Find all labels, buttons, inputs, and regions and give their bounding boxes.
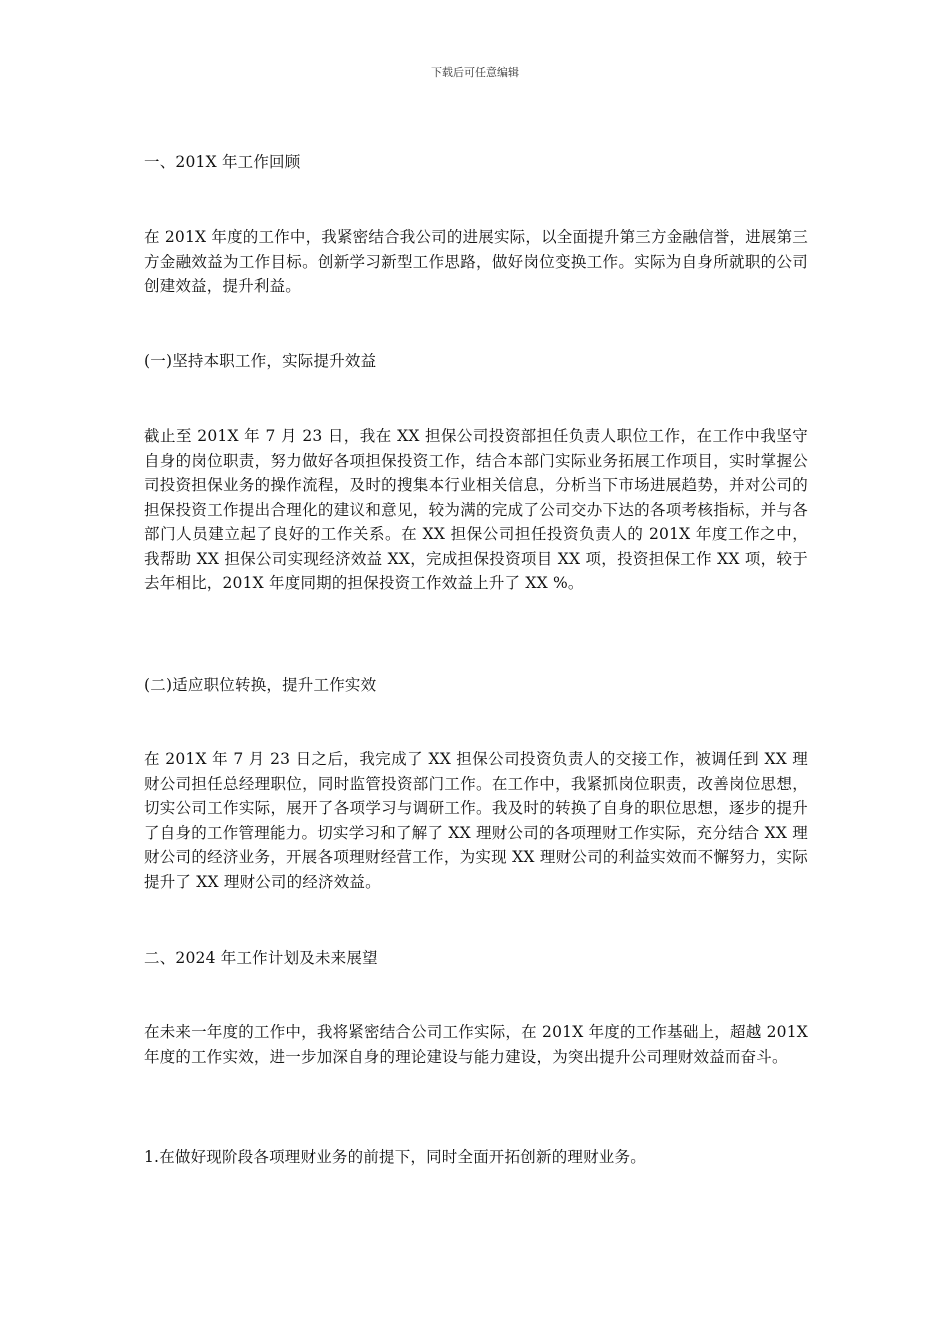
subsection-2-title: (二)适应职位转换，提升工作实效 <box>144 676 377 694</box>
section-1-title: 一、201X 年工作回顾 <box>144 153 301 171</box>
subsection-2-body: 在 201X 年 7 月 23 日之后，我完成了 XX 担保公司投资负责人的交接工作，被调任到 XX 理财公司担任总经理职位，同时监管投资部门工作。在工作中，我紧抓岗位职责，改善岗位思想，切实公司工作实际，展开了各项学习与调研工作。我及时的转换了自身的职位思想，逐步的提升了自身的工作管理能力。切实学习和了解了 XX 理财公司的各项理财工作实际，充分结合 XX 理财公司的经济业务，开展各项理财经营工作，为实现 XX 理财公司的利益实效而不懈努力，实际提升了 XX 理财公司的经济效益。 <box>144 750 808 891</box>
section-1-intro: 在 201X 年度的工作中，我紧密结合我公司的进展实际，以全面提升第三方金融信誉，进展第三方金融效益为工作目标。创新学习新型工作思路，做好岗位变换工作。实际为自身所就职的公司创建效益，提升利益。 <box>144 228 808 295</box>
page-header-note: 下载后可任意编辑 <box>431 66 519 79</box>
section-2-intro: 在未来一年度的工作中，我将紧密结合公司工作实际，在 201X 年度的工作基础上，超越 201X 年度的工作实效，进一步加深自身的理论建设与能力建设，为突出提升公司理财效益而奋斗。 <box>144 1023 808 1066</box>
section-2-title: 二、2024 年工作计划及未来展望 <box>144 949 378 967</box>
plan-item-1: 1.在做好现阶段各项理财业务的前提下，同时全面开拓创新的理财业务。 <box>144 1148 646 1166</box>
subsection-1-body: 截止至 201X 年 7 月 23 日，我在 XX 担保公司投资部担任负责人职位工作，在工作中我坚守自身的岗位职责，努力做好各项担保投资工作，结合本部门实际业务拓展工作项目，实时掌握公司投资担保业务的操作流程，及时的搜集本行业相关信息，分析当下市场进展趋势，并对公司的担保投资工作提出合理化的建议和意见，较为满的完成了公司交办下达的各项考核指标，并与各部门人员建立起了良好的工作关系。在 XX 担保公司担任投资负责人的 201X 年度工作之中，我帮助 XX 担保公司实现经济效益 XX，完成担保投资项目 XX 项，投资担保工作 XX 项，较于去年相比，201X 年度同期的担保投资工作效益上升了 XX %。 <box>144 427 808 592</box>
subsection-1-title: (一)坚持本职工作，实际提升效益 <box>144 352 377 370</box>
